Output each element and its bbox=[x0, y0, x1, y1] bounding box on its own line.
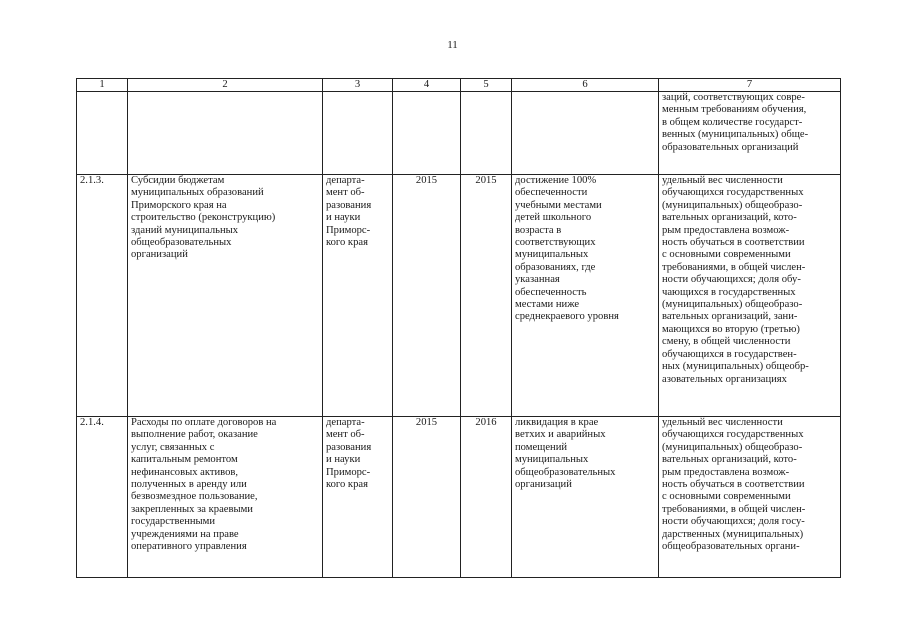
table-row-continued bbox=[77, 92, 841, 175]
item-number: 2.1.3. bbox=[77, 175, 128, 417]
item-end-year: 2015 bbox=[461, 175, 512, 417]
item-result: достижение 100% обеспеченности учебными местами детей школьного возраста в соответствующих муниципальных образованиях, где указанная обеспеченность местами ниже среднекраевого уровня bbox=[512, 175, 659, 417]
item-number: 2.1.4. bbox=[77, 417, 128, 578]
header-cell-1: 1 bbox=[77, 79, 128, 92]
item-indicator: удельный вес численности обучающихся государственных (муниципальных) общеобразо- вательных организаций, кото- рым предоставлена возмож- ность обучаться в соответствии с основными современными требованиями, в общей числен- ности обучающихся; доля госу- дарственных (муниципальных) общеобразовательных органи- bbox=[659, 417, 841, 578]
item-indicator: удельный вес численности обучающихся государственных (муниципальных) общеобразо- вательных организаций, кото- рым предоставлена возмож- ность обучаться в соответствии с основными современными требованиями, в общей числен- ности обучающихся; доля обу- чающихся в государственных (муниципальных) общеобразо- вательных организаций, зани- мающихся во вторую (третью) смену, в общей численности обучающихся в государствен- ных (муниципальных) общеобр- азовательных организациях bbox=[659, 175, 841, 417]
item-number bbox=[77, 92, 128, 175]
header-cell-4: 4 bbox=[393, 79, 461, 92]
item-start-year bbox=[393, 92, 461, 175]
program-table bbox=[76, 78, 841, 578]
item-indicator: заций, соответствующих совре- менным требованиям обучения, в общем количестве государст- венных (муниципальных) обще- образовательных организаций bbox=[659, 92, 841, 175]
header-cell-3: 3 bbox=[323, 79, 393, 92]
page-number: 11 bbox=[447, 39, 458, 51]
item-result bbox=[512, 92, 659, 175]
item-start-year: 2015 bbox=[393, 175, 461, 417]
header-cell-5: 5 bbox=[461, 79, 512, 92]
table-row-2-1-3 bbox=[77, 175, 841, 417]
header-row bbox=[77, 79, 841, 92]
item-result: ликвидация в крае ветхих и аварийных помещений муниципальных общеобразовательных организаций bbox=[512, 417, 659, 578]
header-cell-6: 6 bbox=[512, 79, 659, 92]
item-name: Расходы по оплате договоров на выполнение работ, оказание услуг, связанных с капитальным ремонтом нефинансовых активов, полученных в аренду или безвозмездное пользование, закрепленных за краевыми государственными учреждениями на праве оперативного управления bbox=[128, 417, 323, 578]
table-row-2-1-4 bbox=[77, 417, 841, 578]
item-end-year: 2016 bbox=[461, 417, 512, 578]
item-executor bbox=[323, 92, 393, 175]
item-name: Субсидии бюджетам муниципальных образований Приморского края на строительство (реконструкцию) зданий муниципальных общеобразовательных организаций bbox=[128, 175, 323, 417]
item-start-year: 2015 bbox=[393, 417, 461, 578]
item-executor: департа- мент об- разования и науки Приморс- кого края bbox=[323, 417, 393, 578]
item-name bbox=[128, 92, 323, 175]
item-executor: департа- мент об- разования и науки Приморс- кого края bbox=[323, 175, 393, 417]
header-cell-7: 7 bbox=[659, 79, 841, 92]
item-end-year bbox=[461, 92, 512, 175]
header-cell-2: 2 bbox=[128, 79, 323, 92]
